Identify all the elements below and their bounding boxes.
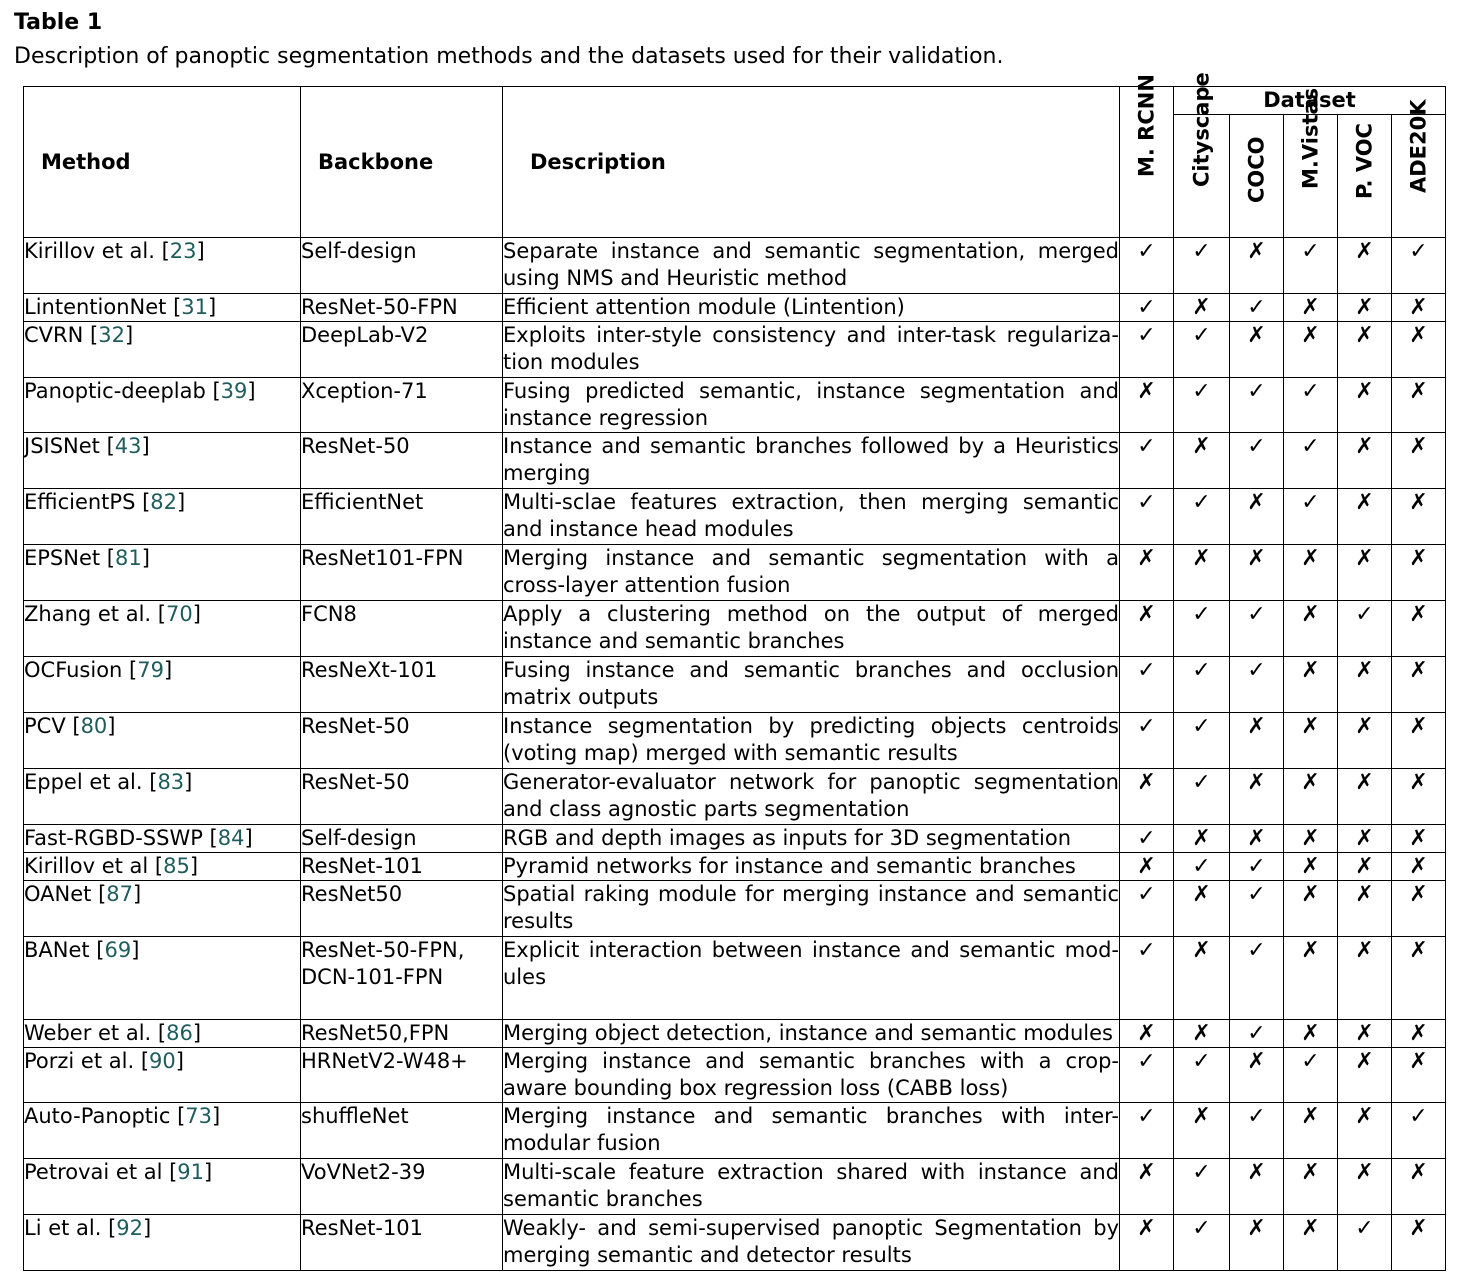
method-name: LintentionNet [ xyxy=(24,295,182,319)
backbone-cell: shuffleNet xyxy=(301,1103,503,1159)
method-name: OANet [ xyxy=(24,882,107,906)
cross-icon: ✗ xyxy=(1120,769,1174,825)
description-cell: Instance segmentation by predicting objects centroids (voting map) merged with semantic results xyxy=(503,713,1120,769)
citation-link[interactable]: 73 xyxy=(185,1104,213,1128)
cross-icon: ✗ xyxy=(1284,713,1338,769)
header-dataset-label: M.Vistas xyxy=(1298,87,1322,189)
citation-bracket: ] xyxy=(141,546,150,570)
check-icon: ✓ xyxy=(1120,294,1174,322)
table-row xyxy=(24,1048,1446,1103)
check-icon: ✓ xyxy=(1174,713,1230,769)
backbone-cell: Self-design xyxy=(301,825,503,853)
method-name: EPSNet [ xyxy=(24,546,115,570)
method-cell xyxy=(24,825,301,853)
backbone-cell: VoVNet2-39 xyxy=(301,1159,503,1215)
method-cell xyxy=(24,1020,301,1048)
citation-link[interactable]: 91 xyxy=(177,1160,205,1184)
backbone-cell: FCN8 xyxy=(301,601,503,657)
header-dataset-label: Cityscape xyxy=(1189,72,1213,187)
method-cell xyxy=(24,545,301,601)
cross-icon: ✗ xyxy=(1174,545,1230,601)
description-cell: Pyramid networks for instance and semantic branches xyxy=(503,853,1120,881)
cross-icon: ✗ xyxy=(1120,1020,1174,1048)
backbone-cell: ResNet-101 xyxy=(301,853,503,881)
cross-icon: ✗ xyxy=(1338,294,1392,322)
table-body xyxy=(24,238,1446,1271)
citation-link[interactable]: 84 xyxy=(217,826,245,850)
check-icon: ✓ xyxy=(1230,378,1284,433)
cross-icon: ✗ xyxy=(1338,769,1392,825)
cross-icon: ✗ xyxy=(1338,1159,1392,1215)
check-icon: ✓ xyxy=(1120,881,1174,937)
cross-icon: ✗ xyxy=(1392,657,1446,713)
method-cell xyxy=(24,489,301,545)
cross-icon: ✗ xyxy=(1338,881,1392,937)
cross-icon: ✗ xyxy=(1338,1103,1392,1159)
cross-icon: ✗ xyxy=(1120,378,1174,433)
citation-bracket: ] xyxy=(141,434,150,458)
cross-icon: ✗ xyxy=(1284,1159,1338,1215)
cross-icon: ✗ xyxy=(1174,433,1230,489)
check-icon: ✓ xyxy=(1120,1048,1174,1103)
cross-icon: ✗ xyxy=(1174,1103,1230,1159)
header-mrcnn-label: M. RCNN xyxy=(1134,74,1158,177)
description-cell: Explicit interaction between instance and semantic mod-ules xyxy=(503,937,1120,1020)
cross-icon: ✗ xyxy=(1284,853,1338,881)
check-icon: ✓ xyxy=(1230,657,1284,713)
citation-link[interactable]: 32 xyxy=(98,323,125,347)
citation-link[interactable]: 70 xyxy=(165,602,193,626)
backbone-cell: Xception-71 xyxy=(301,378,503,433)
table-row xyxy=(24,238,1446,294)
citation-link[interactable]: 69 xyxy=(104,938,132,962)
citation-link[interactable]: 43 xyxy=(114,434,142,458)
method-cell xyxy=(24,322,301,378)
table-row xyxy=(24,1159,1446,1215)
citation-bracket: ] xyxy=(175,1049,184,1073)
method-name: EfficientPS [ xyxy=(24,490,151,514)
citation-link[interactable]: 86 xyxy=(166,1021,193,1045)
cross-icon: ✗ xyxy=(1284,322,1338,378)
cross-icon: ✗ xyxy=(1392,322,1446,378)
cross-icon: ✗ xyxy=(1174,881,1230,937)
citation-link[interactable]: 83 xyxy=(157,770,185,794)
method-cell xyxy=(24,1048,301,1103)
citation-bracket: ] xyxy=(184,770,193,794)
cross-icon: ✗ xyxy=(1120,1159,1174,1215)
method-cell xyxy=(24,657,301,713)
method-name: JSISNet [ xyxy=(24,434,115,458)
check-icon: ✓ xyxy=(1284,1048,1338,1103)
check-icon: ✓ xyxy=(1120,433,1174,489)
citation-bracket: ] xyxy=(212,1104,221,1128)
description-cell: RGB and depth images as inputs for 3D segmentation xyxy=(503,825,1120,853)
citation-link[interactable]: 31 xyxy=(181,295,208,319)
check-icon: ✓ xyxy=(1230,1103,1284,1159)
cross-icon: ✗ xyxy=(1230,713,1284,769)
cross-icon: ✗ xyxy=(1338,433,1392,489)
table-row xyxy=(24,294,1446,322)
backbone-cell: ResNet-50 xyxy=(301,769,503,825)
description-cell: Generator-evaluator network for panoptic segmentation and class agnostic parts segmentation xyxy=(503,769,1120,825)
citation-link[interactable]: 85 xyxy=(163,854,190,878)
method-cell xyxy=(24,937,301,1020)
cross-icon: ✗ xyxy=(1284,937,1338,1020)
method-name: Zhang et al. [ xyxy=(24,602,166,626)
check-icon: ✓ xyxy=(1284,238,1338,294)
check-icon: ✓ xyxy=(1120,657,1174,713)
method-cell xyxy=(24,294,301,322)
header-dataset-label: ADE20K xyxy=(1406,99,1430,193)
cross-icon: ✗ xyxy=(1338,545,1392,601)
backbone-cell: ResNet-101 xyxy=(301,1215,503,1271)
table-row xyxy=(24,433,1446,489)
method-name: CVRN [ xyxy=(24,323,99,347)
cross-icon: ✗ xyxy=(1338,378,1392,433)
method-name: PCV [ xyxy=(24,714,81,738)
method-name: Eppel et al. [ xyxy=(24,770,158,794)
description-cell: Multi-sclae features extraction, then merging semantic and instance head modules xyxy=(503,489,1120,545)
header-description: Description xyxy=(503,87,1120,238)
cross-icon: ✗ xyxy=(1284,881,1338,937)
cross-icon: ✗ xyxy=(1284,601,1338,657)
check-icon: ✓ xyxy=(1230,937,1284,1020)
table-row xyxy=(24,937,1446,1020)
cross-icon: ✗ xyxy=(1338,713,1392,769)
cross-icon: ✗ xyxy=(1230,322,1284,378)
table-row xyxy=(24,1215,1446,1271)
cross-icon: ✗ xyxy=(1392,433,1446,489)
table-row xyxy=(24,322,1446,378)
check-icon: ✓ xyxy=(1284,489,1338,545)
table-row xyxy=(24,853,1446,881)
check-icon: ✓ xyxy=(1174,853,1230,881)
check-icon: ✓ xyxy=(1174,322,1230,378)
cross-icon: ✗ xyxy=(1338,937,1392,1020)
cross-icon: ✗ xyxy=(1392,713,1446,769)
citation-link[interactable]: 80 xyxy=(80,714,108,738)
cross-icon: ✗ xyxy=(1338,1020,1392,1048)
cross-icon: ✗ xyxy=(1338,489,1392,545)
cross-icon: ✗ xyxy=(1284,825,1338,853)
method-cell xyxy=(24,769,301,825)
cross-icon: ✗ xyxy=(1392,378,1446,433)
citation-bracket: ] xyxy=(177,490,186,514)
backbone-cell: ResNet-50 xyxy=(301,433,503,489)
check-icon: ✓ xyxy=(1120,489,1174,545)
table-row xyxy=(24,1020,1446,1048)
cross-icon: ✗ xyxy=(1392,853,1446,881)
method-name: Auto-Panoptic [ xyxy=(24,1104,186,1128)
description-cell: Weakly- and semi-supervised panoptic Segmentation by merging semantic and detector results xyxy=(503,1215,1120,1271)
check-icon: ✓ xyxy=(1174,601,1230,657)
cross-icon: ✗ xyxy=(1230,489,1284,545)
method-name: Kirillov et al [ xyxy=(24,854,164,878)
cross-icon: ✗ xyxy=(1284,1215,1338,1271)
header-method: Method xyxy=(24,87,301,238)
method-name: Weber et al. [ xyxy=(24,1021,167,1045)
citation-bracket: ] xyxy=(124,323,134,347)
check-icon: ✓ xyxy=(1174,1215,1230,1271)
citation-link[interactable]: 23 xyxy=(169,239,197,263)
method-cell xyxy=(24,433,301,489)
check-icon: ✓ xyxy=(1120,713,1174,769)
cross-icon: ✗ xyxy=(1392,1159,1446,1215)
backbone-cell: ResNet-50-FPN xyxy=(301,294,503,322)
cross-icon: ✗ xyxy=(1284,1103,1338,1159)
cross-icon: ✗ xyxy=(1174,825,1230,853)
check-icon: ✓ xyxy=(1230,881,1284,937)
citation-bracket: ] xyxy=(133,882,142,906)
cross-icon: ✗ xyxy=(1392,825,1446,853)
citation-bracket: ] xyxy=(143,1216,152,1240)
check-icon: ✓ xyxy=(1230,433,1284,489)
backbone-cell: EfficientNet xyxy=(301,489,503,545)
citation-bracket: ] xyxy=(208,295,217,319)
backbone-cell: ResNeXt-101 xyxy=(301,657,503,713)
cross-icon: ✗ xyxy=(1120,1215,1174,1271)
citation-bracket: ] xyxy=(189,854,199,878)
description-cell: Merging instance and semantic branches with a crop-aware bounding box regression loss (CABB loss) xyxy=(503,1048,1120,1103)
check-icon: ✓ xyxy=(1174,238,1230,294)
cross-icon: ✗ xyxy=(1338,657,1392,713)
header-dataset-group: Dataset xyxy=(1174,87,1446,115)
citation-link[interactable]: 87 xyxy=(106,882,133,906)
cross-icon: ✗ xyxy=(1120,601,1174,657)
check-icon: ✓ xyxy=(1284,433,1338,489)
backbone-cell: ResNet50,FPN xyxy=(301,1020,503,1048)
description-cell: Merging instance and semantic branches with inter-modular fusion xyxy=(503,1103,1120,1159)
cross-icon: ✗ xyxy=(1338,853,1392,881)
table-caption-label: Table 1 xyxy=(14,10,103,35)
check-icon: ✓ xyxy=(1174,489,1230,545)
check-icon: ✓ xyxy=(1120,1103,1174,1159)
citation-bracket: ] xyxy=(107,714,116,738)
citation-bracket: ] xyxy=(196,239,205,263)
cross-icon: ✗ xyxy=(1392,1215,1446,1271)
cross-icon: ✗ xyxy=(1392,769,1446,825)
backbone-cell: ResNet101-FPN xyxy=(301,545,503,601)
citation-link[interactable]: 39 xyxy=(220,379,248,403)
cross-icon: ✗ xyxy=(1392,545,1446,601)
cross-icon: ✗ xyxy=(1284,545,1338,601)
backbone-cell: ResNet-50 xyxy=(301,713,503,769)
cross-icon: ✗ xyxy=(1392,1048,1446,1103)
table-row xyxy=(24,713,1446,769)
description-cell: Fusing predicted semantic, instance segmentation and instance regression xyxy=(503,378,1120,433)
cross-icon: ✗ xyxy=(1392,294,1446,322)
header-dataset-label: P. VOC xyxy=(1352,123,1376,199)
description-cell: Separate instance and semantic segmentation, merged using NMS and Heuristic method xyxy=(503,238,1120,294)
method-name: Fast-RGBD-SSWP [ xyxy=(24,826,218,850)
check-icon: ✓ xyxy=(1174,769,1230,825)
cross-icon: ✗ xyxy=(1174,294,1230,322)
header-dataset-cityscape xyxy=(1174,72,1230,238)
method-name: Kirillov et al. [ xyxy=(24,239,170,263)
citation-bracket: ] xyxy=(192,1021,202,1045)
check-icon: ✓ xyxy=(1338,601,1392,657)
table-row xyxy=(24,545,1446,601)
method-cell xyxy=(24,1215,301,1271)
method-cell xyxy=(24,853,301,881)
backbone-cell: DeepLab-V2 xyxy=(301,322,503,378)
cross-icon: ✗ xyxy=(1338,825,1392,853)
check-icon: ✓ xyxy=(1120,825,1174,853)
description-cell: Merging instance and semantic segmentation with a cross-layer attention fusion xyxy=(503,545,1120,601)
header-dataset-label: COCO xyxy=(1244,136,1268,203)
backbone-cell: ResNet-50-FPN, DCN-101-FPN xyxy=(301,937,503,1020)
check-icon: ✓ xyxy=(1230,294,1284,322)
header-dataset-pvoc xyxy=(1338,115,1392,238)
check-icon: ✓ xyxy=(1284,378,1338,433)
header-dataset-coco xyxy=(1230,115,1284,238)
description-cell: Exploits inter-style consistency and inter-task regulariza-tion modules xyxy=(503,322,1120,378)
citation-bracket: ] xyxy=(204,1160,213,1184)
cross-icon: ✗ xyxy=(1230,1215,1284,1271)
header-mrcnn xyxy=(1120,74,1174,238)
header-dataset-ade20k xyxy=(1392,99,1446,238)
check-icon: ✓ xyxy=(1392,1103,1446,1159)
description-cell: Apply a clustering method on the output of merged instance and semantic branches xyxy=(503,601,1120,657)
check-icon: ✓ xyxy=(1174,657,1230,713)
cross-icon: ✗ xyxy=(1392,489,1446,545)
check-icon: ✓ xyxy=(1120,238,1174,294)
cross-icon: ✗ xyxy=(1230,1159,1284,1215)
backbone-cell: ResNet50 xyxy=(301,881,503,937)
header-backbone: Backbone xyxy=(301,87,503,238)
table-row xyxy=(24,1103,1446,1159)
table-row xyxy=(24,825,1446,853)
methods-table xyxy=(23,72,1446,1271)
description-cell: Multi-scale feature extraction shared with instance and semantic branches xyxy=(503,1159,1120,1215)
check-icon: ✓ xyxy=(1338,1215,1392,1271)
backbone-cell: HRNetV2-W48+ xyxy=(301,1048,503,1103)
citation-bracket: ] xyxy=(244,826,253,850)
cross-icon: ✗ xyxy=(1120,853,1174,881)
citation-link[interactable]: 90 xyxy=(149,1049,176,1073)
cross-icon: ✗ xyxy=(1174,937,1230,1020)
description-cell: Instance and semantic branches followed by a Heuristics merging xyxy=(503,433,1120,489)
table-row xyxy=(24,489,1446,545)
check-icon: ✓ xyxy=(1230,853,1284,881)
cross-icon: ✗ xyxy=(1230,545,1284,601)
table-caption-text: Description of panoptic segmentation methods and the datasets used for their validation. xyxy=(14,44,1004,69)
check-icon: ✓ xyxy=(1120,937,1174,1020)
citation-bracket: ] xyxy=(192,602,201,626)
cross-icon: ✗ xyxy=(1230,1048,1284,1103)
method-name: Petrovai et al [ xyxy=(24,1160,178,1184)
table-row xyxy=(24,881,1446,937)
cross-icon: ✗ xyxy=(1120,545,1174,601)
check-icon: ✓ xyxy=(1174,378,1230,433)
method-cell xyxy=(24,238,301,294)
cross-icon: ✗ xyxy=(1338,322,1392,378)
cross-icon: ✗ xyxy=(1284,657,1338,713)
cross-icon: ✗ xyxy=(1230,825,1284,853)
check-icon: ✓ xyxy=(1174,1048,1230,1103)
table-row xyxy=(24,378,1446,433)
method-name: Panoptic-deeplab [ xyxy=(24,379,221,403)
check-icon: ✓ xyxy=(1230,601,1284,657)
citation-bracket: ] xyxy=(247,379,256,403)
cross-icon: ✗ xyxy=(1174,1020,1230,1048)
cross-icon: ✗ xyxy=(1338,1048,1392,1103)
citation-link[interactable]: 92 xyxy=(116,1216,144,1240)
method-name: BANet [ xyxy=(24,938,105,962)
backbone-cell: Self-design xyxy=(301,238,503,294)
table-row xyxy=(24,601,1446,657)
cross-icon: ✗ xyxy=(1392,881,1446,937)
method-cell xyxy=(24,601,301,657)
description-cell: Fusing instance and semantic branches and occlusion matrix outputs xyxy=(503,657,1120,713)
cross-icon: ✗ xyxy=(1392,601,1446,657)
check-icon: ✓ xyxy=(1230,1020,1284,1048)
cross-icon: ✗ xyxy=(1338,238,1392,294)
cross-icon: ✗ xyxy=(1284,769,1338,825)
method-cell xyxy=(24,713,301,769)
cross-icon: ✗ xyxy=(1392,1020,1446,1048)
citation-link[interactable]: 82 xyxy=(150,490,178,514)
method-cell xyxy=(24,881,301,937)
method-name: OCFusion [ xyxy=(24,658,138,682)
description-cell: Merging object detection, instance and semantic modules xyxy=(503,1020,1120,1048)
cross-icon: ✗ xyxy=(1284,294,1338,322)
method-name: Porzi et al. [ xyxy=(24,1049,150,1073)
cross-icon: ✗ xyxy=(1284,1020,1338,1048)
citation-bracket: ] xyxy=(131,938,140,962)
table-row xyxy=(24,769,1446,825)
cross-icon: ✗ xyxy=(1230,769,1284,825)
method-cell xyxy=(24,1103,301,1159)
citation-link[interactable]: 79 xyxy=(137,658,164,682)
method-cell xyxy=(24,378,301,433)
check-icon: ✓ xyxy=(1120,322,1174,378)
table-row xyxy=(24,657,1446,713)
method-name: Li et al. [ xyxy=(24,1216,117,1240)
description-cell: Spatial raking module for merging instance and semantic results xyxy=(503,881,1120,937)
description-cell: Efficient attention module (Lintention) xyxy=(503,294,1120,322)
method-cell xyxy=(24,1159,301,1215)
citation-bracket: ] xyxy=(163,658,173,682)
citation-link[interactable]: 81 xyxy=(115,546,142,570)
check-icon: ✓ xyxy=(1392,238,1446,294)
cross-icon: ✗ xyxy=(1392,937,1446,1020)
cross-icon: ✗ xyxy=(1230,238,1284,294)
check-icon: ✓ xyxy=(1174,1159,1230,1215)
